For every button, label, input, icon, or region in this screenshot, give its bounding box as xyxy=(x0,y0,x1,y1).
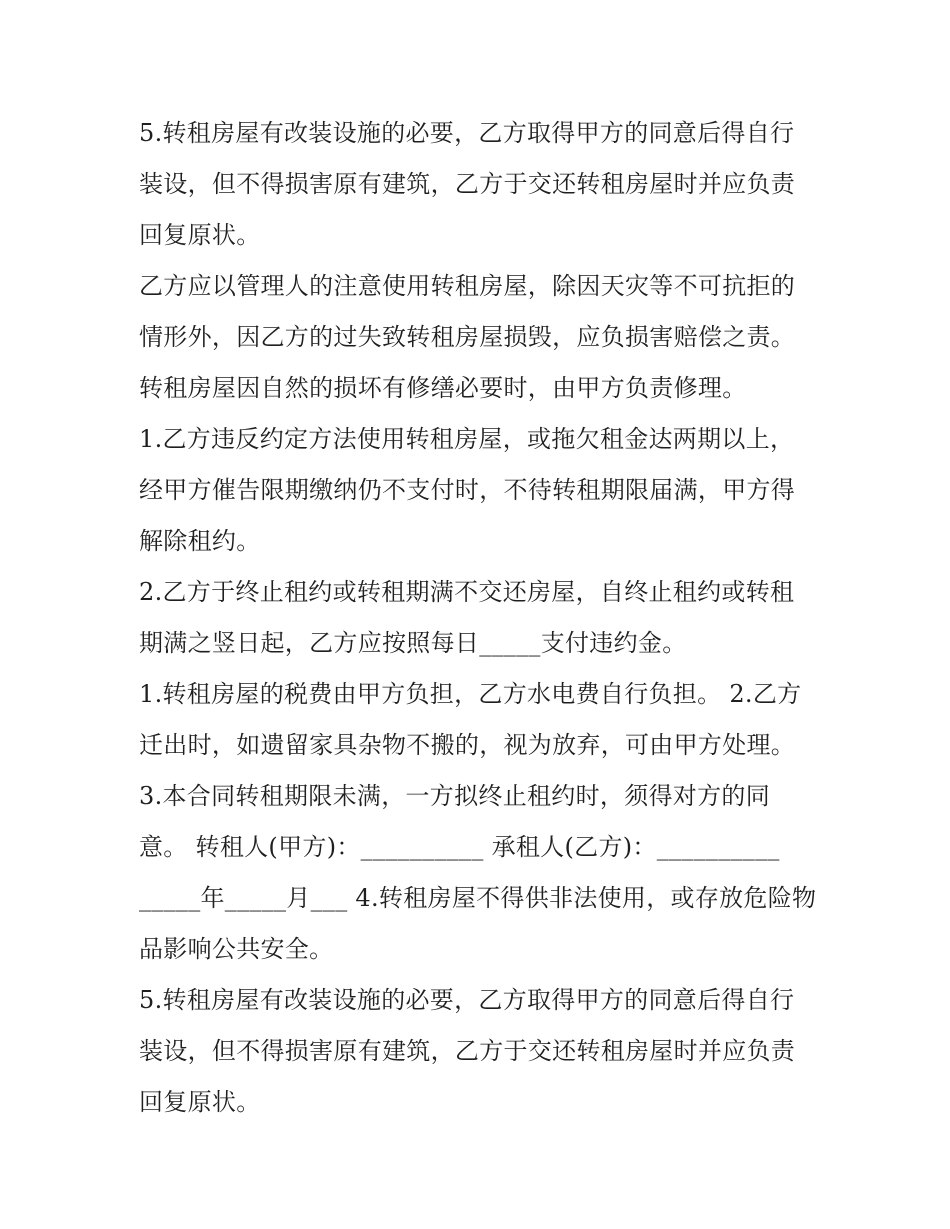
text-line: 解除租约。 xyxy=(139,527,261,555)
text-line: 乙方应以管理人的注意使用转租房屋，除因天灾等不可抗拒的 xyxy=(139,272,796,300)
text-line: 转租房屋因自然的损坏有修缮必要时，由甲方负责修理。 xyxy=(139,374,747,402)
text-line: 品影响公共安全。 xyxy=(139,935,334,963)
text-line: 经甲方催告限期缴纳仍不支付时，不待转租期限届满，甲方得 xyxy=(139,476,796,504)
text-line: 期满之竖日起，乙方应按照每日_____支付违约金。 xyxy=(139,629,687,657)
text-line: 回复原状。 xyxy=(139,1088,261,1116)
text-line: 装设，但不得损害原有建筑，乙方于交还转租房屋时并应负责 xyxy=(139,1037,796,1065)
text-line: 情形外，因乙方的过失致转租房屋损毁，应负损害赔偿之责。 xyxy=(139,323,796,351)
text-line: 3.本合同转租期限未满，一方拟终止租约时，须得对方的同 xyxy=(139,782,770,810)
text-line: 装设，但不得损害原有建筑，乙方于交还转租房屋时并应负责 xyxy=(139,170,796,198)
text-line: 迁出时，如遗留家具杂物不搬的，视为放弃，可由甲方处理。 xyxy=(139,731,796,759)
text-line: _____年_____月___ 4.转租房屋不得供非法使用，或存放危险物 xyxy=(139,884,817,912)
text-line: 意。 转租人(甲方)：__________ 承租人(乙方)：__________ xyxy=(139,833,780,861)
text-line: 5.转租房屋有改装设施的必要，乙方取得甲方的同意后得自行 xyxy=(139,986,795,1014)
text-line: 1.转租房屋的税费由甲方负担，乙方水电费自行负担。 2.乙方 xyxy=(139,680,802,708)
text-line: 2.乙方于终止租约或转租期满不交还房屋，自终止租约或转租 xyxy=(139,578,795,606)
text-line: 回复原状。 xyxy=(139,221,261,249)
text-line: 5.转租房屋有改装设施的必要，乙方取得甲方的同意后得自行 xyxy=(139,119,795,147)
document-body xyxy=(139,108,819,1128)
text-line: 1.乙方违反约定方法使用转租房屋，或拖欠租金达两期以上， xyxy=(139,425,795,453)
